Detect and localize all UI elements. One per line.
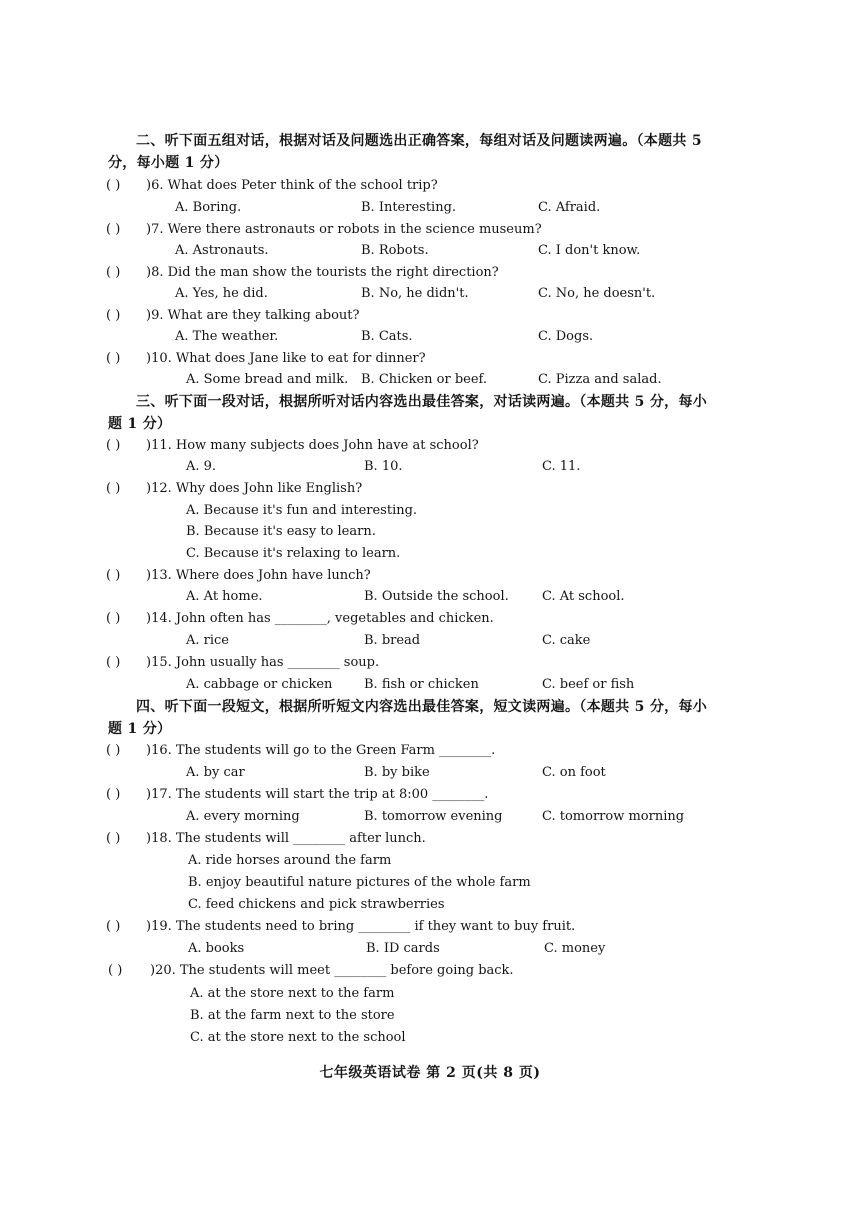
option-a[interactable]: A. rice xyxy=(186,633,229,648)
option-b[interactable]: B. by bike xyxy=(364,765,430,780)
section3-heading-line1: 三、听下面一段对话，根据所听对话内容选出最佳答案，对话读两遍。（本题共 5 分，每小 xyxy=(136,394,708,410)
question-text: )6. What does Peter think of the school trip? xyxy=(146,178,438,193)
question-text: )20. The students will meet ________ before going back. xyxy=(150,963,514,978)
option-b[interactable]: B. tomorrow evening xyxy=(364,809,503,824)
question-text: )11. How many subjects does John have at school? xyxy=(146,438,479,453)
option-c[interactable]: C. Dogs. xyxy=(538,329,594,344)
question-text: )15. John usually has ________ soup. xyxy=(146,655,380,670)
option-b[interactable]: B. 10. xyxy=(364,459,403,474)
option-a[interactable]: A. Yes, he did. xyxy=(175,286,268,301)
option-b[interactable]: B. Interesting. xyxy=(361,200,457,215)
answer-paren[interactable]: ( ) xyxy=(106,308,121,323)
question-text: )9. What are they talking about? xyxy=(146,308,360,323)
option-b[interactable]: B. at the farm next to the store xyxy=(190,1008,395,1023)
answer-paren[interactable]: ( ) xyxy=(106,178,121,193)
option-c[interactable]: C. Afraid. xyxy=(538,200,601,215)
answer-paren[interactable]: ( ) xyxy=(106,222,121,237)
answer-paren[interactable]: ( ) xyxy=(106,787,121,802)
option-b[interactable]: B. Because it's easy to learn. xyxy=(186,524,376,539)
answer-paren[interactable]: ( ) xyxy=(106,568,121,583)
option-a[interactable]: A. by car xyxy=(186,765,245,780)
answer-paren[interactable]: ( ) xyxy=(106,351,121,366)
option-a[interactable]: A. every morning xyxy=(186,809,300,824)
answer-paren[interactable]: ( ) xyxy=(106,481,121,496)
section2-heading-line1: 二、听下面五组对话，根据对话及问题选出正确答案，每组对话及问题读两遍。（本题共 5 xyxy=(136,133,702,149)
option-b[interactable]: B. Outside the school. xyxy=(364,589,509,604)
option-c[interactable]: C. at the store next to the school xyxy=(190,1030,406,1045)
option-c[interactable]: C. cake xyxy=(542,633,591,648)
answer-paren[interactable]: ( ) xyxy=(106,743,121,758)
option-b[interactable]: B. ID cards xyxy=(366,941,440,956)
question-text: )10. What does Jane like to eat for dinner? xyxy=(146,351,426,366)
section4-heading-line1: 四、听下面一段短文，根据所听短文内容选出最佳答案，短文读两遍。（本题共 5 分，每小 xyxy=(136,699,708,715)
option-b[interactable]: B. bread xyxy=(364,633,421,648)
option-a[interactable]: A. cabbage or chicken xyxy=(186,677,333,692)
option-c[interactable]: C. Because it's relaxing to learn. xyxy=(186,546,401,561)
option-c[interactable]: C. beef or fish xyxy=(542,677,635,692)
option-c[interactable]: C. money xyxy=(544,941,606,956)
question-text: )13. Where does John have lunch? xyxy=(146,568,371,583)
answer-paren[interactable]: ( ) xyxy=(106,919,121,934)
option-c[interactable]: C. No, he doesn't. xyxy=(538,286,656,301)
option-b[interactable]: B. No, he didn't. xyxy=(361,286,469,301)
option-a[interactable]: A. books xyxy=(188,941,245,956)
option-a[interactable]: A. Some bread and milk. xyxy=(186,372,349,387)
section4-heading-line2: 题 1 分） xyxy=(108,721,172,737)
option-c[interactable]: C. Pizza and salad. xyxy=(538,372,662,387)
option-a[interactable]: A. 9. xyxy=(186,459,217,474)
answer-paren[interactable]: ( ) xyxy=(108,963,123,978)
question-text: )12. Why does John like English? xyxy=(146,481,363,496)
option-c[interactable]: C. At school. xyxy=(542,589,625,604)
page-footer: 七年级英语试卷 第 2 页(共 8 页) xyxy=(319,1065,541,1081)
option-b[interactable]: B. Cats. xyxy=(361,329,413,344)
option-a[interactable]: A. At home. xyxy=(186,589,263,604)
question-text: )14. John often has ________, vegetables and chicken. xyxy=(146,611,494,626)
option-c[interactable]: C. 11. xyxy=(542,459,581,474)
option-a[interactable]: A. at the store next to the farm xyxy=(190,986,395,1001)
option-b[interactable]: B. Chicken or beef. xyxy=(361,372,488,387)
question-text: )16. The students will go to the Green Farm ________. xyxy=(146,743,496,758)
answer-paren[interactable]: ( ) xyxy=(106,438,121,453)
question-text: )18. The students will ________ after lunch. xyxy=(146,831,426,846)
option-c[interactable]: C. feed chickens and pick strawberries xyxy=(188,897,445,912)
question-text: )17. The students will start the trip at 8:00 ________. xyxy=(146,787,489,802)
option-a[interactable]: A. The weather. xyxy=(175,329,279,344)
option-c[interactable]: C. on foot xyxy=(542,765,606,780)
answer-paren[interactable]: ( ) xyxy=(106,265,121,280)
option-c[interactable]: C. I don't know. xyxy=(538,243,641,258)
section3-heading-line2: 题 1 分） xyxy=(108,416,172,432)
question-text: )8. Did the man show the tourists the right direction? xyxy=(146,265,499,280)
question-text: )19. The students need to bring ________ if they want to buy fruit. xyxy=(146,919,576,934)
answer-paren[interactable]: ( ) xyxy=(106,655,121,670)
option-c[interactable]: C. tomorrow morning xyxy=(542,809,685,824)
option-a[interactable]: A. Astronauts. xyxy=(175,243,269,258)
option-b[interactable]: B. Robots. xyxy=(361,243,429,258)
question-text: )7. Were there astronauts or robots in the science museum? xyxy=(146,222,542,237)
option-b[interactable]: B. fish or chicken xyxy=(364,677,479,692)
answer-paren[interactable]: ( ) xyxy=(106,831,121,846)
option-a[interactable]: A. ride horses around the farm xyxy=(188,853,392,868)
option-a[interactable]: A. Because it's fun and interesting. xyxy=(186,503,418,518)
section2-heading-line2: 分，每小题 1 分） xyxy=(108,155,229,171)
option-b[interactable]: B. enjoy beautiful nature pictures of the whole farm xyxy=(188,875,531,890)
answer-paren[interactable]: ( ) xyxy=(106,611,121,626)
option-a[interactable]: A. Boring. xyxy=(175,200,242,215)
